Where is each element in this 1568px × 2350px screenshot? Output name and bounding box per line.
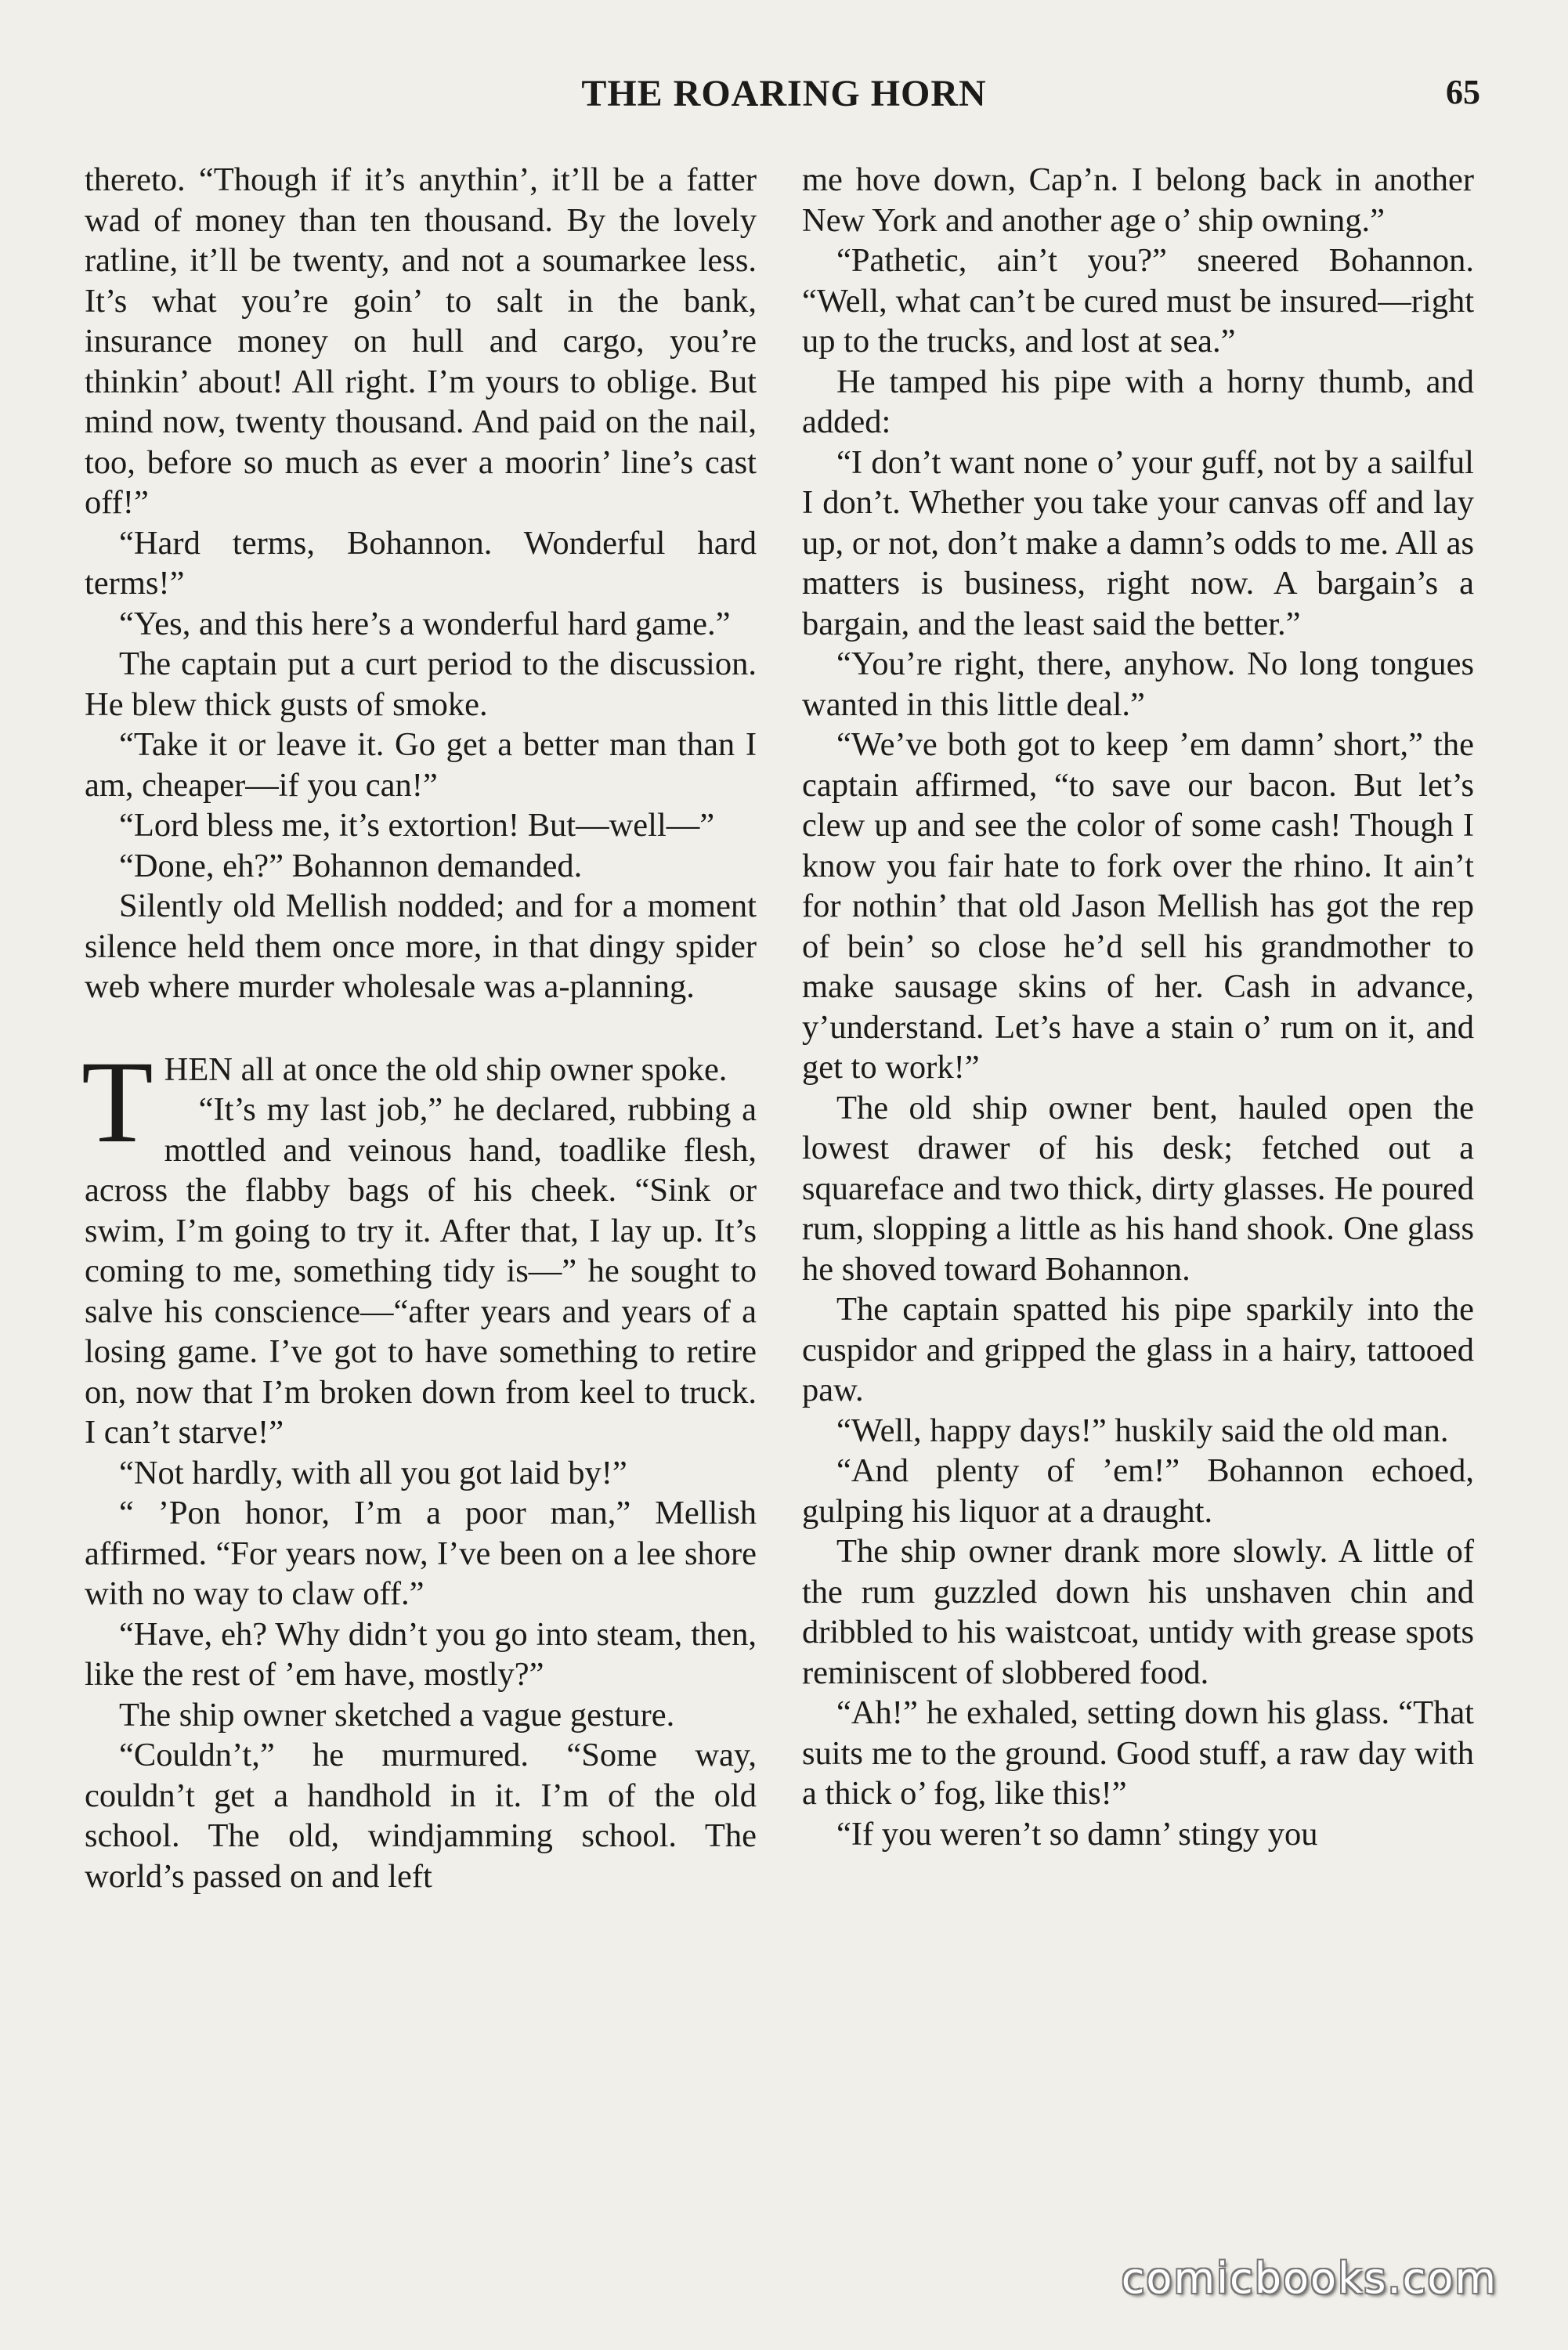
paragraph: “Take it or leave it. Go get a better man than I am, cheaper—if you can!” [85, 726, 757, 804]
left-column [81, 160, 757, 1896]
right-column [802, 160, 1474, 1854]
paragraph: “Ah!” he exhaled, setting down his glass. “That suits me to the ground. Good stuff, a raw day with a thick o’ fog, like this!” [802, 1694, 1474, 1812]
paragraph: “Pathetic, ain’t you?” sneered Bohannon. “Well, what can’t be cured must be insured—right up to the trucks, and lost at sea.” [802, 242, 1474, 360]
paragraph: The ship owner sketched a vague gesture. [119, 1696, 675, 1734]
paragraph: The captain put a curt period to the discussion. He blew thick gusts of smoke. [85, 645, 757, 723]
paragraph: “If you weren’t so damn’ stingy you [836, 1815, 1318, 1853]
drop-cap-letter: T [81, 1036, 154, 1167]
paragraph: “I don’t want none o’ your guff, not by a sailful I don’t. Whether you take your canvas off and lay up, or not, don’t make a damn’s odds to me. All as matters is business, right now. A bargain’s a bargain, and the least said the better.” [802, 443, 1474, 642]
paragraph: The ship owner drank more slowly. A little of the rum guzzled down his unshaven chin and dribbled to his waistcoat, untidy with grease spots reminiscent of slobbered food. [802, 1533, 1474, 1691]
paragraph: “You’re right, there, anyhow. No long tongues wanted in this little deal.” [802, 645, 1474, 723]
paragraph: “Have, eh? Why didn’t you go into steam, then, like the rest of ’em have, mostly?” [85, 1615, 757, 1693]
dropcap-paragraph [81, 1036, 757, 1167]
paragraph: “It’s my last job,” he declared, rubbing a mottled and veinous hand, toadlike flesh, across the flabby bags of his cheek. “Sink or swim, I’m going to try it. After that, I lay up. It’s coming to me, something tidy is—” he sought to salve his conscience—“after years and years of a losing game. I’ve got to have something to retire on, now that I’m broken down from keel to truck. I can’t starve!” [85, 1091, 757, 1451]
paragraph: “Lord bless me, it’s extortion! But—well—” [119, 807, 715, 844]
paragraph: “And plenty of ’em!” Bohannon echoed, gulping his liquor at a draught. [802, 1452, 1474, 1530]
paragraph: “Done, eh?” Bohannon demanded. [119, 847, 583, 884]
paragraph: The captain spatted his pipe sparkily into the cuspidor and gripped the glass in a hairy, tattooed paw. [802, 1291, 1474, 1408]
running-title: THE ROARING HORN [581, 73, 987, 114]
paragraph: “We’ve both got to keep ’em damn’ short,” the captain affirmed, “to save our bacon. But let’s clew up and see the color of some cash! Though I know you fair hate to fork over the rhino. It ain’t for nothin’ that old Jason Mellish has got the rep of bein’ so close he’d sell his grandmother to make sausage skins of her. Cash in advance, y’understand. Let’s have a stain o’ rum on it, and get to work!” [802, 726, 1474, 1086]
paragraph: The old ship owner bent, hauled open the lowest drawer of his desk; fetched out a squareface and two thick, dirty glasses. He poured rum, slopping a little as his hand shook. One glass he shoved toward Bohannon. [802, 1089, 1474, 1288]
paragraph: “Yes, and this here’s a wonderful hard game.” [119, 605, 731, 642]
paragraph: “ ’Pon honor, I’m a poor man,” Mellish affirmed. “For years now, I’ve been on a lee shore with no way to claw off.” [85, 1495, 757, 1612]
paragraph: “Hard terms, Bohannon. Wonderful hard terms!” [85, 524, 757, 602]
dropcap-paragraph-text: HEN all at once the old ship owner spoke. [164, 1050, 728, 1088]
paragraph: Silently old Mellish nodded; and for a moment silence held them once more, in that dingy spider web where murder wholesale was a-planning. [85, 888, 757, 1005]
section-break [85, 1007, 757, 1050]
paragraph: thereto. “Though if it’s anythin’, it’ll be a fatter wad of money than ten thousand. By the lovely ratline, it’ll be twenty, and not a soumarkee less. It’s what you’re goin’ to salt in the bank, insurance money on hull and cargo, you’re thinkin’ about! All right. I’m yours to oblige. But mind now, twenty thousand. And paid on the nail, too, before so much as ever a moorin’ line’s cast off!” [85, 161, 757, 521]
paragraph: He tamped his pipe with a horny thumb, and added: [802, 363, 1474, 440]
page-number: 65 [1446, 73, 1480, 111]
paragraph: “Couldn’t,” he murmured. “Some way, couldn’t get a handhold in it. I’m of the old school. The old, windjamming school. The world’s passed on and left [85, 1737, 757, 1895]
watermark: comicbooks.com [1121, 2254, 1498, 2303]
paragraph: me hove down, Cap’n. I belong back in another New York and another age o’ ship owning.” [802, 161, 1474, 239]
paragraph: “Well, happy days!” huskily said the old man. [836, 1412, 1449, 1449]
page-header [0, 72, 1568, 119]
paragraph: “Not hardly, with all you got laid by!” [119, 1454, 627, 1491]
